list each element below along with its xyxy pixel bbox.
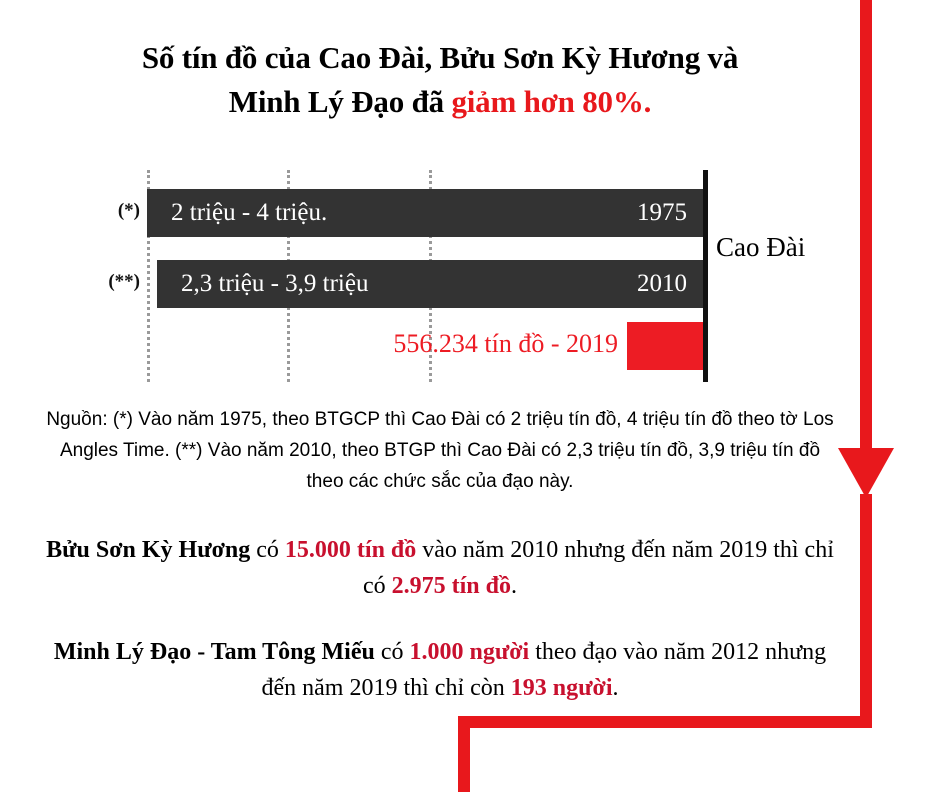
bar-year-label-1975: 1975	[637, 199, 687, 226]
row-note-2010: (**)	[108, 271, 140, 292]
headline-line-2-highlight: giảm hơn 80%.	[451, 84, 652, 120]
arrow-horizontal-bottom	[458, 716, 872, 728]
paragraph-minh-ly-dao	[40, 634, 840, 707]
arrow-head-down-icon	[838, 448, 894, 498]
bar-range-label-1975: 2 triệu - 4 triệu.	[171, 199, 328, 226]
row-note-1975: (*)	[117, 200, 140, 221]
p1-figure-1: 15.000 tín đồ	[284, 537, 417, 563]
arrow-vertical-left-bottom	[458, 716, 470, 792]
p1-text-2: vào năm 2010 nhưng đến năm 2019 thì chỉ có	[362, 537, 834, 600]
p2-text-3: .	[612, 675, 619, 702]
bar-row-2010	[157, 260, 703, 308]
p1-subject: Bửu Sơn Kỳ Hương	[46, 537, 251, 563]
p2-text-1: có	[374, 639, 410, 665]
bar-range-label-2010: 2,3 triệu - 3,9 triệu	[181, 270, 369, 297]
p1-text-1: có	[250, 537, 285, 563]
p1-text-3: .	[511, 573, 517, 600]
bar-chart	[0, 170, 940, 388]
p1-figure-2: 2.975 tín đồ	[391, 573, 511, 600]
paragraph-buu-son-ky-huong	[40, 532, 840, 605]
p2-figure-2: 193 người	[510, 675, 613, 702]
headline-line-1: Số tín đồ của Cao Đài, Bửu Sơn Kỳ Hương và	[141, 40, 739, 75]
p2-figure-1: 1.000 người	[409, 639, 530, 665]
headline-line-2-prefix: Minh Lý Đạo đã	[228, 84, 452, 120]
arrow-vertical-right-bottom	[860, 494, 872, 722]
series-label-cao-dai: Cao Đài	[716, 232, 806, 262]
source-note: Nguồn: (*) Vào năm 1975, theo BTGCP thì Cao Đài có 2 triệu tín đồ, 4 triệu tín đồ theo tờ Los Angles Time. (**) Vào năm 2010, theo BTGP thì Cao Đài có 2,3 triệu tín đồ, 3,9 triệu tín đồ theo các chức sắc của đạo này.	[46, 409, 834, 492]
axis-line	[703, 170, 708, 382]
bar-row-2019	[627, 322, 703, 370]
page-title	[40, 36, 840, 124]
p2-subject: Minh Lý Đạo - Tam Tông Miếu	[53, 639, 375, 665]
p2-text-2: theo đạo vào năm 2012 nhưng đến năm 2019 thì chỉ còn	[261, 639, 827, 702]
bar-year-label-2010: 2010	[637, 270, 687, 297]
bar-label-2019: 556.234 tín đồ - 2019	[393, 329, 618, 358]
bar-row-1975	[147, 189, 703, 237]
